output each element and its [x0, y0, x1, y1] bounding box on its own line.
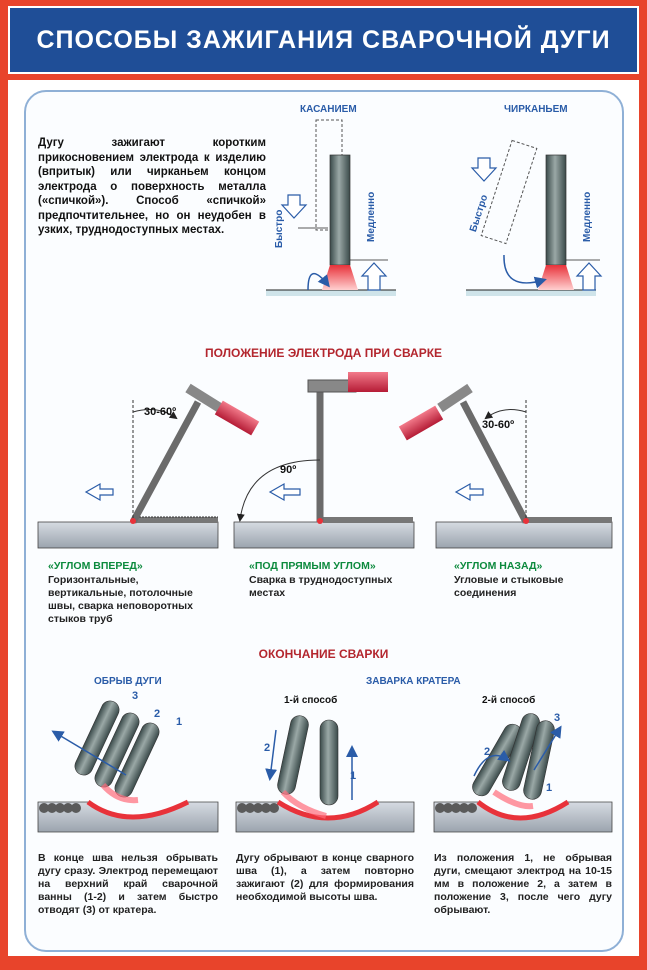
m2-num-3: 3 [554, 712, 561, 724]
ending-section-title: ОКОНЧАНИЕ СВАРКИ [258, 647, 389, 661]
right-angle-figure [234, 372, 414, 548]
crater-method1-figure [236, 714, 414, 832]
strike-label: ЧИРКАНЬЕМ [504, 104, 568, 115]
crater-filling-label: ЗАВАРКА КРАТЕРА [366, 676, 461, 687]
arc-break-figure [38, 698, 218, 832]
method2-text: Из положения 1, не обрывая дуги, смещают электрод на 10-15 мм в положение 2, а затем в положение 3, после чего дугу обрывают. [434, 852, 612, 916]
angle-right-label: 90º [280, 464, 297, 476]
break-num-1: 1 [176, 716, 183, 728]
touch-slow-label: Медленно [366, 191, 377, 242]
break-num-3: 3 [132, 690, 139, 702]
arc-break-text: В конце шва нельзя обрывать дугу сразу. Электрод перемещают на верхний край сварочной ванны (1-2) и затем быстро отводят (3) от кратера. [38, 852, 218, 916]
touch-label: КАСАНИЕМ [300, 104, 357, 115]
m2-num-2: 2 [484, 746, 491, 758]
method2-label: 2-й способ [482, 695, 536, 706]
angle-back-label: 30-60º [482, 419, 515, 431]
back-caption-text: Угловые и стыковые соединения [454, 574, 564, 599]
angle-forward-label: 30-60º [144, 406, 177, 418]
m1-num-2: 2 [264, 742, 271, 754]
title-banner [8, 6, 639, 74]
m2-num-1: 1 [546, 782, 553, 794]
strike-fast-label: Быстро [468, 193, 491, 234]
touch-fast-label: Быстро [274, 209, 285, 248]
forward-caption-title: «УГЛОМ ВПЕРЕД» [48, 560, 143, 572]
method1-text: Дугу обрывают в конце сварного шва (1), а затем повторно зажигают (2) для формирования необходимой высоты шва. [236, 852, 414, 903]
poster-sheet [8, 80, 639, 956]
method1-label: 1-й способ [284, 695, 338, 706]
arc-break-label: ОБРЫВ ДУГИ [94, 676, 162, 687]
back-caption-title: «УГЛОМ НАЗАД» [454, 560, 543, 572]
strike-slow-label: Медленно [582, 191, 593, 242]
right-caption-title: «ПОД ПРЯМЫМ УГЛОМ» [249, 560, 376, 572]
right-caption-text: Сварка в труднодоступных местах [249, 574, 393, 599]
strike-ignition-figure [466, 140, 601, 296]
crater-method2-figure [434, 711, 612, 832]
backward-angle-figure [399, 388, 612, 548]
break-num-2: 2 [154, 708, 161, 720]
intro-paragraph: Дугу зажигают коротким прикосновением электрода к изделию (впритык) или чирканьем концом электрода о поверхность металла («спичкой»). Способ «спичкой» предпочтительнее, но он неудобен в узких, труднодоступных местах. [38, 137, 266, 236]
page-title: СПОСОБЫ ЗАЖИГАНИЯ СВАРОЧНОЙ ДУГИ [36, 26, 611, 54]
forward-caption-text: Горизонтальные, вертикальные, потолочные швы, сварка неповоротных стыков труб [48, 574, 193, 625]
position-section-title: ПОЛОЖЕНИЕ ЭЛЕКТРОДА ПРИ СВАРКЕ [204, 346, 443, 360]
m1-num-1: 1 [350, 770, 357, 782]
